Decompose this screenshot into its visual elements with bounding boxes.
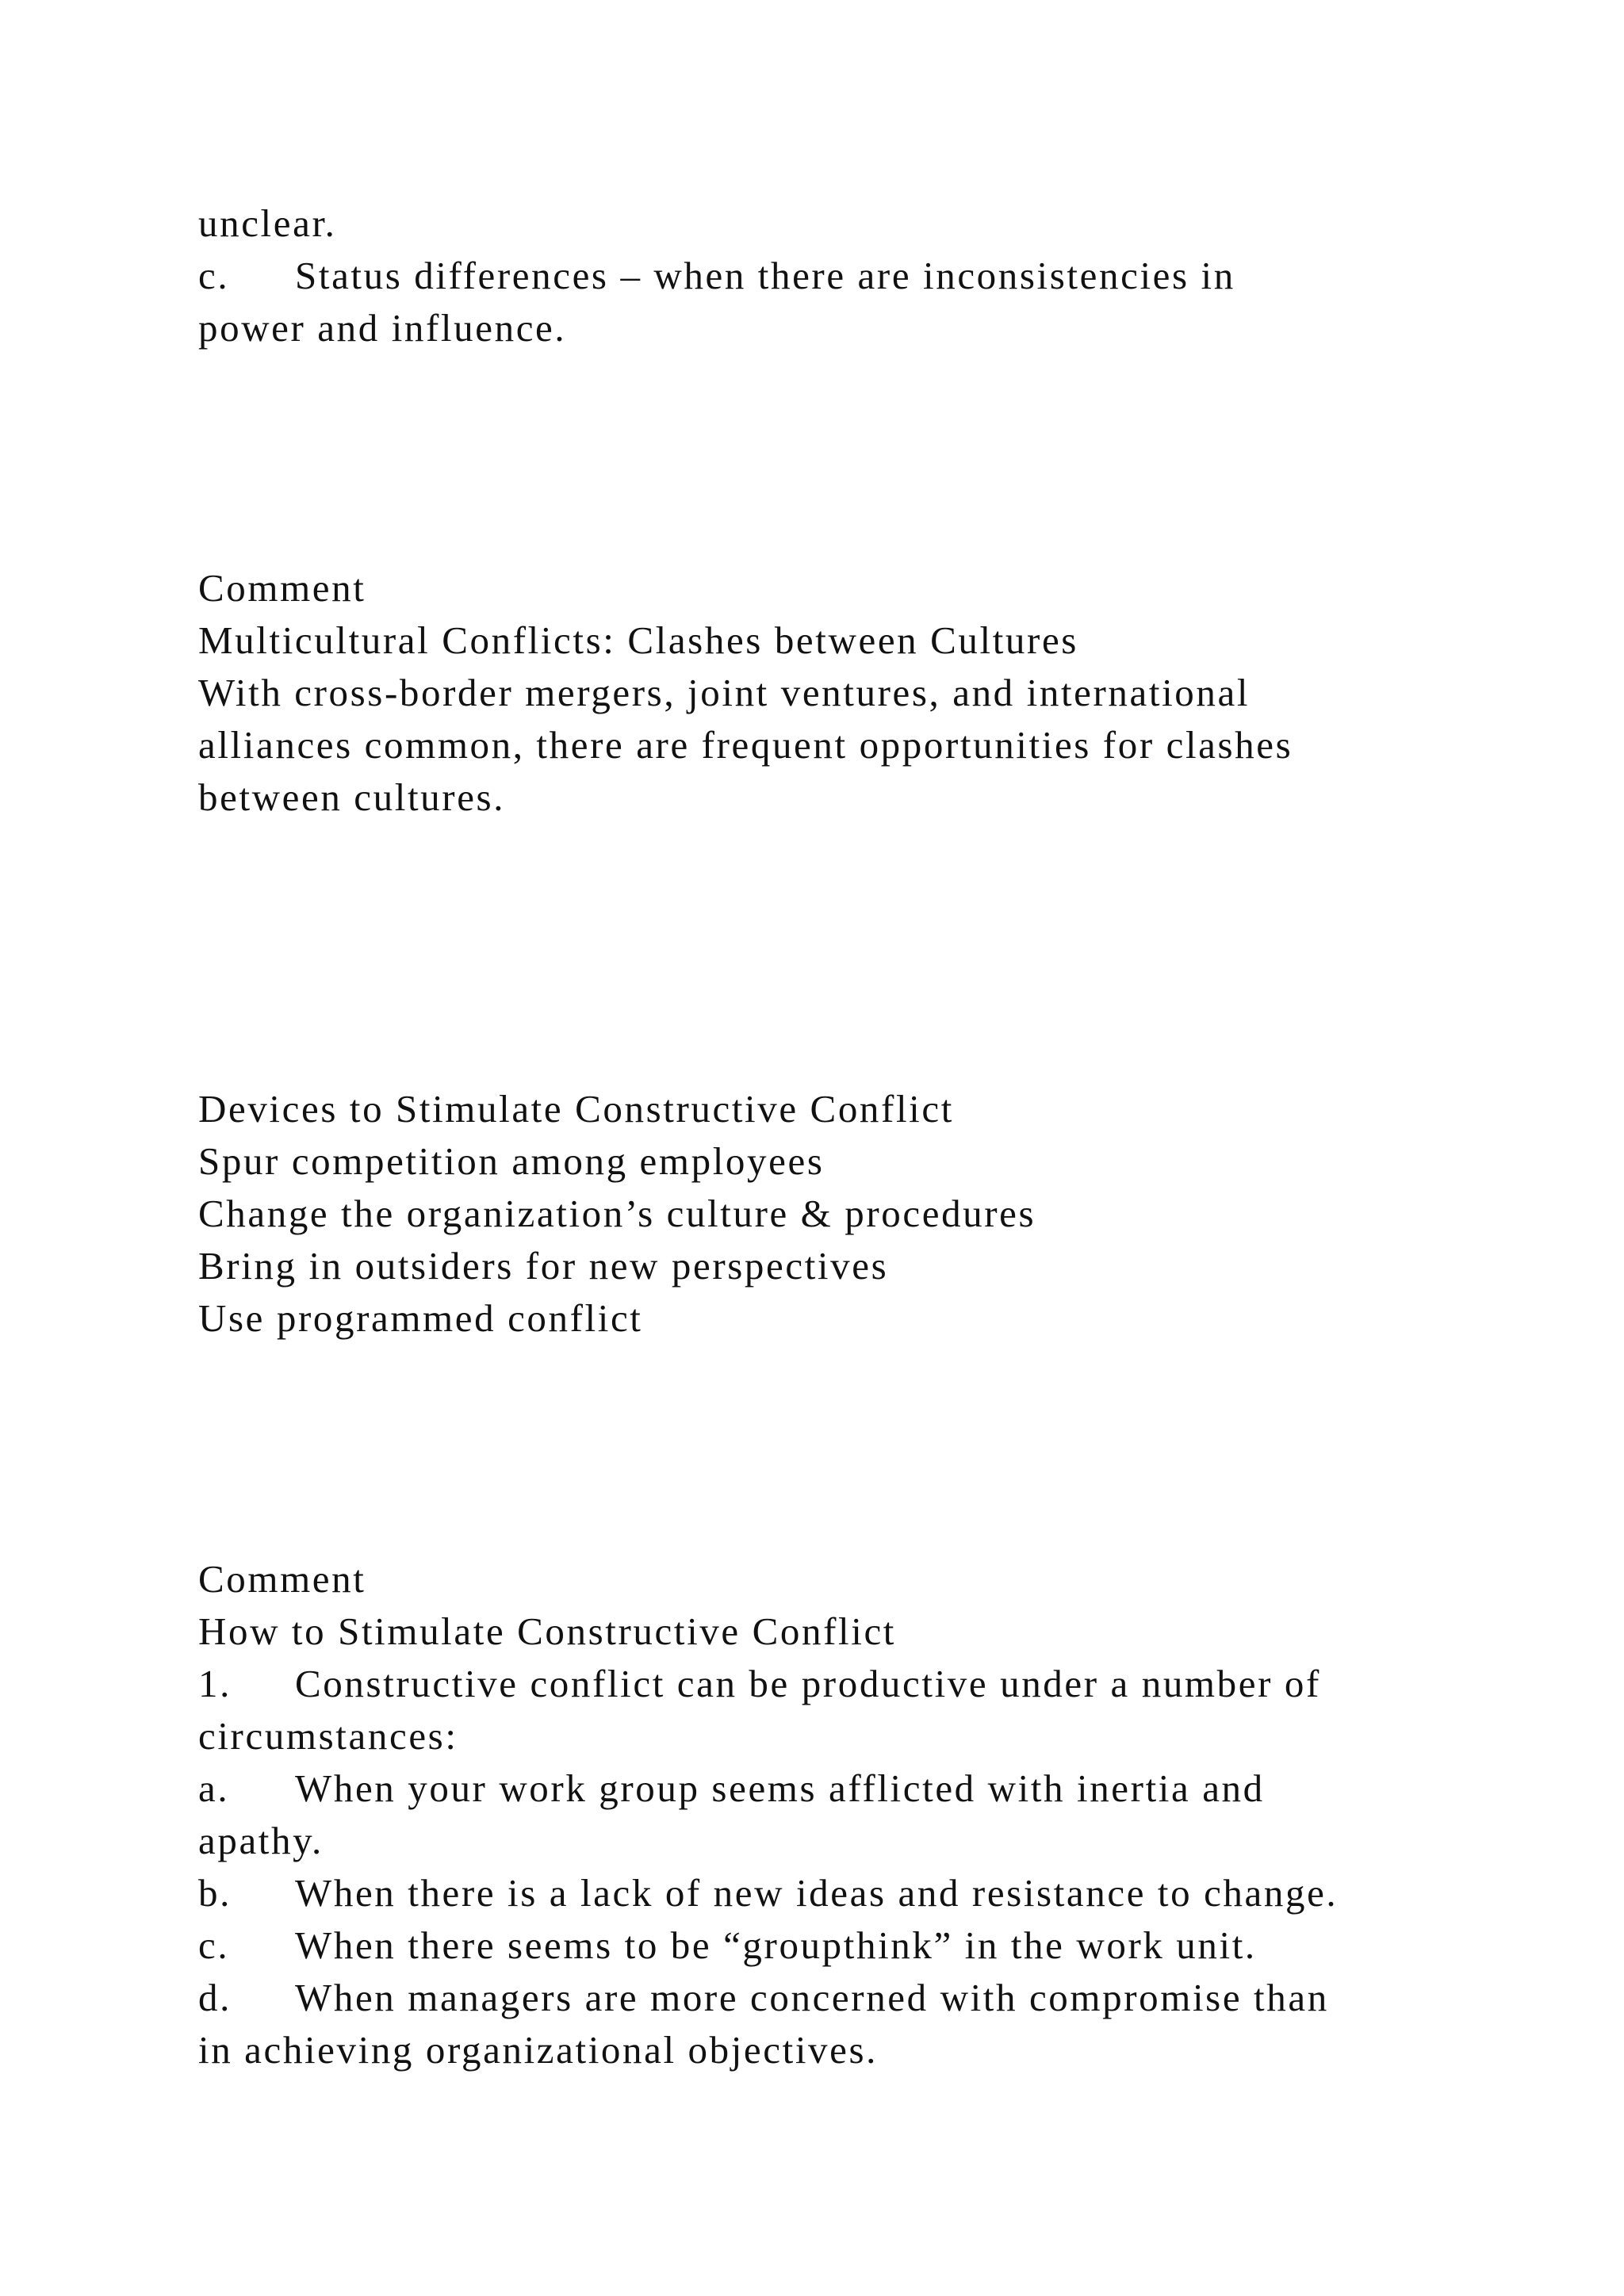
list-item-d: [198, 1972, 1329, 2024]
list-item-text: Status differences – when there are inconsistencies in: [295, 254, 1235, 297]
list-marker: 1.: [198, 1662, 232, 1705]
text-line: unclear.: [198, 201, 337, 245]
text-line: between cultures.: [198, 775, 506, 819]
list-item-a: [198, 1762, 1265, 1815]
text-line: circumstances:: [198, 1714, 458, 1758]
list-item-text: When managers are more concerned with compromise than: [295, 1976, 1329, 2019]
list-item-text: Constructive conflict can be productive under a number of: [295, 1662, 1321, 1705]
bullet-line: Use programmed conflict: [198, 1296, 643, 1340]
text-line: alliances common, there are frequent opportunities for clashes: [198, 723, 1293, 767]
list-item-b: [198, 1867, 1338, 1919]
text-line: power and influence.: [198, 306, 567, 350]
list-item-text: When there is a lack of new ideas and resistance to change.: [295, 1871, 1339, 1915]
list-marker: c.: [198, 1923, 230, 1967]
text-line: With cross-border mergers, joint ventures, and international: [198, 671, 1251, 714]
section-heading: How to Stimulate Constructive Conflict: [198, 1609, 897, 1653]
comment-label: Comment: [198, 1557, 366, 1601]
list-marker: b.: [198, 1871, 232, 1915]
list-item-c: [198, 250, 1235, 302]
list-item-1: [198, 1658, 1321, 1710]
comment-label: Comment: [198, 566, 366, 610]
bullet-line: Spur competition among employees: [198, 1139, 825, 1183]
list-item-text: When your work group seems afflicted with inertia and: [295, 1766, 1265, 1810]
section-heading: Devices to Stimulate Constructive Conflict: [198, 1087, 954, 1131]
list-item-c: [198, 1919, 1257, 1972]
section-heading: Multicultural Conflicts: Clashes between Cultures: [198, 618, 1078, 662]
bullet-line: Change the organization’s culture & procedures: [198, 1192, 1036, 1235]
bullet-line: Bring in outsiders for new perspectives: [198, 1244, 889, 1288]
list-marker: d.: [198, 1976, 232, 2019]
text-line: apathy.: [198, 1819, 324, 1862]
list-marker: c.: [198, 254, 230, 297]
list-item-text: When there seems to be “groupthink” in the work unit.: [295, 1923, 1257, 1967]
list-marker: a.: [198, 1766, 230, 1810]
text-line: in achieving organizational objectives.: [198, 2028, 879, 2072]
